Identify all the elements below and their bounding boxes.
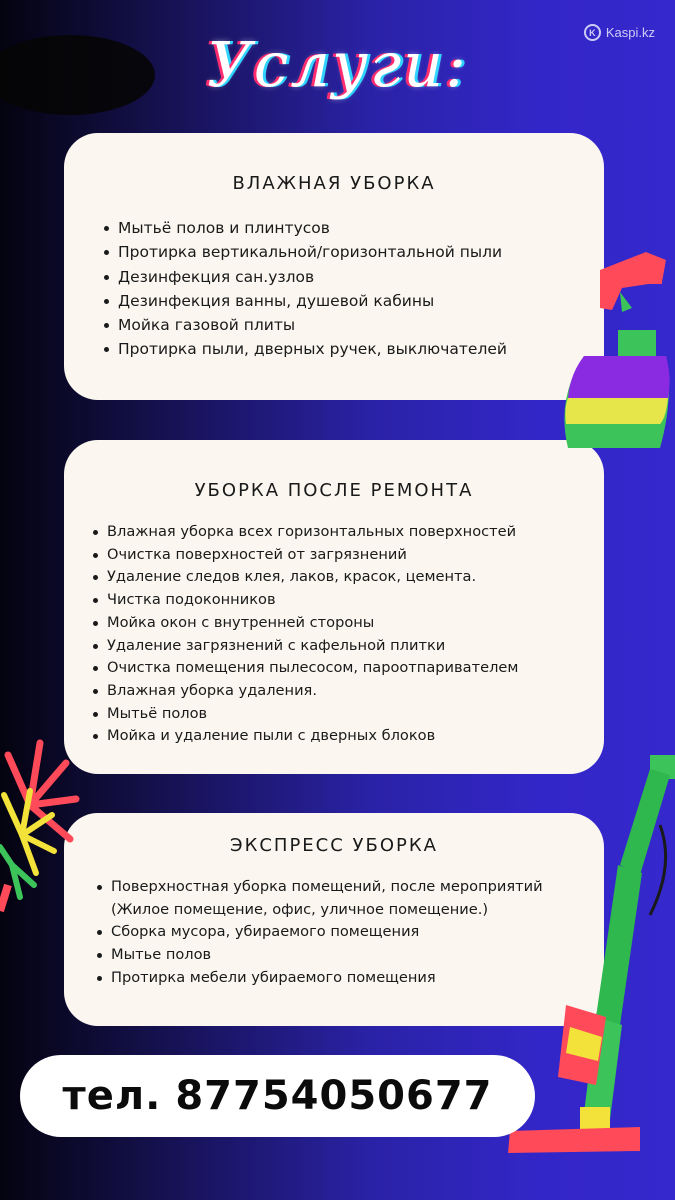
card-wet-cleaning (64, 133, 604, 400)
list-item: Сборка мусора, убираемого помещения (111, 921, 561, 944)
list-item: Протирка пыли, дверных ручек, выключателей (118, 337, 604, 361)
service-list (118, 216, 604, 362)
watermark-text: Kaspi.kz (605, 25, 655, 40)
spray-bottle-icon (548, 248, 675, 458)
list-item: Поверхностная уборка помещений, после мероприятий (Жилое помещение, офис, уличное помещение.) (111, 876, 561, 921)
list-item: Дезинфекция сан.узлов (118, 265, 604, 289)
list-item: Очистка помещения пылесосом, пароотпаривателем (107, 657, 604, 680)
duster-icon (0, 735, 80, 915)
service-list (107, 521, 604, 748)
list-item: Протирка вертикальной/горизонтальной пыли (118, 240, 604, 264)
list-item: Мытьё полов (107, 703, 604, 726)
service-list (111, 876, 561, 990)
list-item: Мойка газовой плиты (118, 313, 604, 337)
list-item: Влажная уборка всех горизонтальных поверхностей (107, 521, 604, 544)
section-heading: УБОРКА ПОСЛЕ РЕМОНТА (194, 480, 474, 501)
list-item: Влажная уборка удаления. (107, 680, 604, 703)
list-item: Очистка поверхностей от загрязнений (107, 544, 604, 567)
list-item: Мытьё полов и плинтусов (118, 216, 604, 240)
page-title: Услуги: (206, 28, 469, 101)
list-item: Чистка подоконников (107, 589, 604, 612)
section-heading: ЭКСПРЕСС УБОРКА (230, 835, 438, 856)
list-item: Мойка и удаление пыли с дверных блоков (107, 725, 604, 748)
list-item: Дезинфекция ванны, душевой кабины (118, 289, 604, 313)
list-item: Протирка мебели убираемого помещения (111, 967, 561, 990)
list-item: Мойка окон с внутренней стороны (107, 612, 604, 635)
list-item: Мытье полов (111, 944, 561, 967)
kaspi-logo-icon: K (584, 24, 601, 41)
list-item: Удаление загрязнений с кафельной плитки (107, 635, 604, 658)
phone-number[interactable]: 87754050677 (175, 1073, 493, 1119)
phone-label: тел. (62, 1073, 162, 1119)
card-post-renovation (64, 440, 604, 774)
section-heading: ВЛАЖНАЯ УБОРКА (232, 173, 436, 194)
phone-banner (20, 1055, 535, 1137)
list-item: Удаление следов клея, лаков, красок, цемента. (107, 566, 604, 589)
